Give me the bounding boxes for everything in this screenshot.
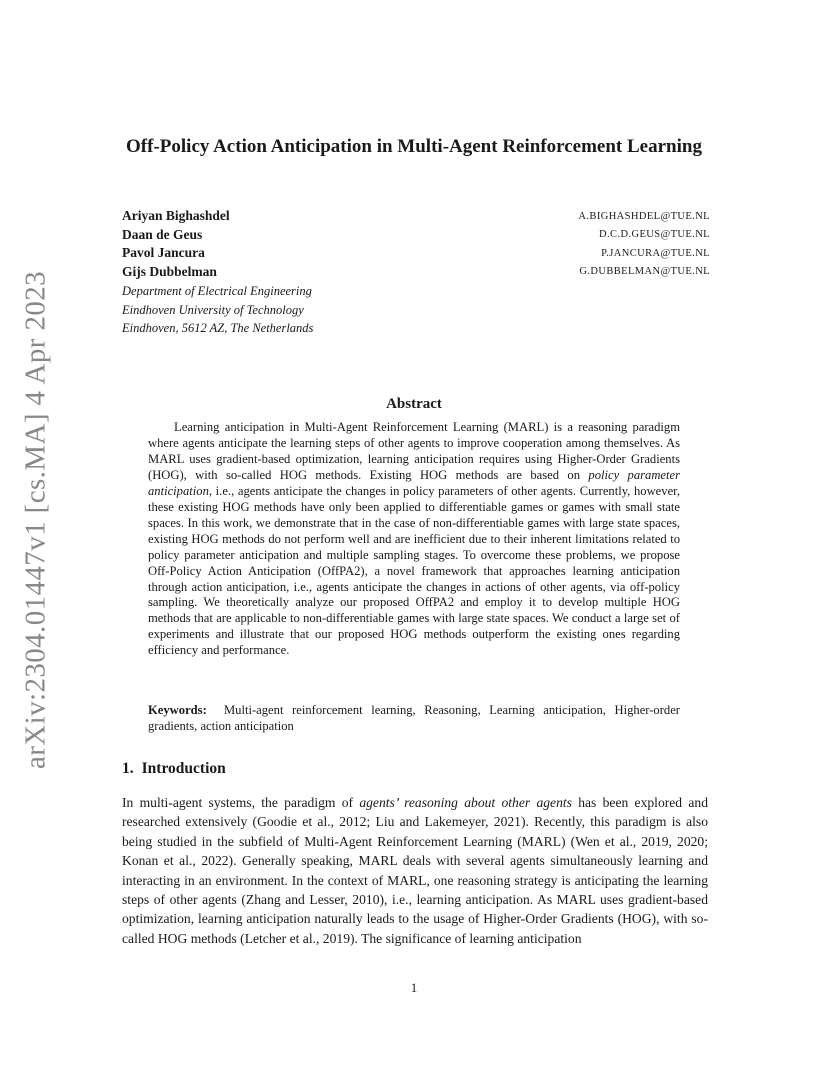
author-name: Daan de Geus xyxy=(122,226,203,242)
body-text-part: In multi-agent systems, the paradigm of xyxy=(122,795,360,810)
abstract-text-part: Learning anticipation in Multi-Agent Reinforcement Learning (MARL) is a reasoning paradigm where agents anticipate the learning steps of other agents to improve cooperation among themselves. As MARL uses gradient-based optimization, learning anticipation requires using Higher-Order Gradients (HOG), with so-called HOG methods. Existing HOG methods are based on xyxy=(148,420,680,482)
keywords-label: Keywords: xyxy=(148,703,207,717)
affiliation-department: Department of Electrical Engineering xyxy=(122,284,312,298)
affiliation-university: Eindhoven University of Technology xyxy=(122,302,304,317)
section-title: Introduction xyxy=(141,760,226,777)
abstract-emphasis: policy parameter anticipation xyxy=(148,467,680,498)
author-name: Gijs Dubbelman xyxy=(122,263,217,279)
author-name: Ariyan Bighashdel xyxy=(122,208,230,224)
abstract-heading: Abstract xyxy=(386,396,442,412)
paper-title: Off-Policy Action Anticipation in Multi-Agent Reinforcement Learning xyxy=(126,136,702,157)
arxiv-sidebar xyxy=(16,270,56,770)
author-name: Pavol Jancura xyxy=(122,245,205,261)
author-email[interactable]: A.BIGHASHDEL@TUE.NL xyxy=(578,210,710,222)
author-email[interactable]: G.DUBBELMAN@TUE.NL xyxy=(579,266,710,278)
author-row xyxy=(122,244,710,263)
abstract-text-part: , i.e., agents anticipate the changes in policy parameters of other agents. Currently, however, these existing HOG methods have only been applied to differentiable games or games with small state spaces. In this work, we demonstrate that in the case of non-differentiable games with large state spaces, existing HOG methods do not perform well and are inefficient due to their inherent limitations related to policy parameter anticipation and multiple sampling stages. To overcome these problems, we propose Off-Policy Action Anticipation (OffPA2), a novel framework that approaches learning anticipation through action anticipation, i.e., agents anticipate the changes in actions of other agents, via off-policy sampling. We theoretically analyze our proposed OffPA2 and employ it to develop multiple HOG methods that are applicable to non-differentiable games with large state spaces. We conduct a large set of experiments and illustrate that our proposed HOG methods outperform the existing ones regarding efficiency and performance. xyxy=(148,483,680,658)
author-row xyxy=(122,207,710,226)
arxiv-identifier: arXiv:2304.01447v1 [cs.MA] 4 Apr 2023 xyxy=(19,270,52,770)
author-email[interactable]: P.JANCURA@TUE.NL xyxy=(601,247,710,259)
keywords-text: Multi-agent reinforcement learning, Reasoning, Learning anticipation, Higher-order gradients, action anticipation xyxy=(148,703,680,733)
author-row xyxy=(122,263,710,282)
author-list xyxy=(122,207,710,281)
affiliation xyxy=(122,282,313,338)
section-heading xyxy=(122,760,226,778)
author-email[interactable]: D.C.D.GEUS@TUE.NL xyxy=(599,229,710,241)
page-number: 1 xyxy=(410,980,418,995)
abstract-body xyxy=(148,420,680,659)
body-emphasis: agents’ reasoning about other agents xyxy=(359,795,572,810)
section-number: 1. xyxy=(122,760,134,777)
introduction-body xyxy=(122,793,708,948)
affiliation-address: Eindhoven, 5612 AZ, The Netherlands xyxy=(122,321,314,335)
body-text-part: has been explored and researched extensively (Goodie et al., 2012; Liu and Lakemeyer, 2021). Recently, this paradigm is also being studied in the subfield of Multi-Agent Reinforcement Learning (MARL) (Wen et al., 2019, 2020; Konan et al., 2022). Generally speaking, MARL deals with several agents simultaneously learning and interacting in an environment. In the context of MARL, one reasoning strategy is anticipating the learning steps of other agents (Zhang and Lesser, 2010), i.e., learning anticipation. As MARL uses gradient-based optimization, learning anticipation naturally leads to the usage of Higher-Order Gradients (HOG), with so-called HOG methods (Letcher et al., 2019). The significance of learning anticipation xyxy=(122,795,709,946)
author-row xyxy=(122,226,710,245)
keywords xyxy=(148,702,680,734)
